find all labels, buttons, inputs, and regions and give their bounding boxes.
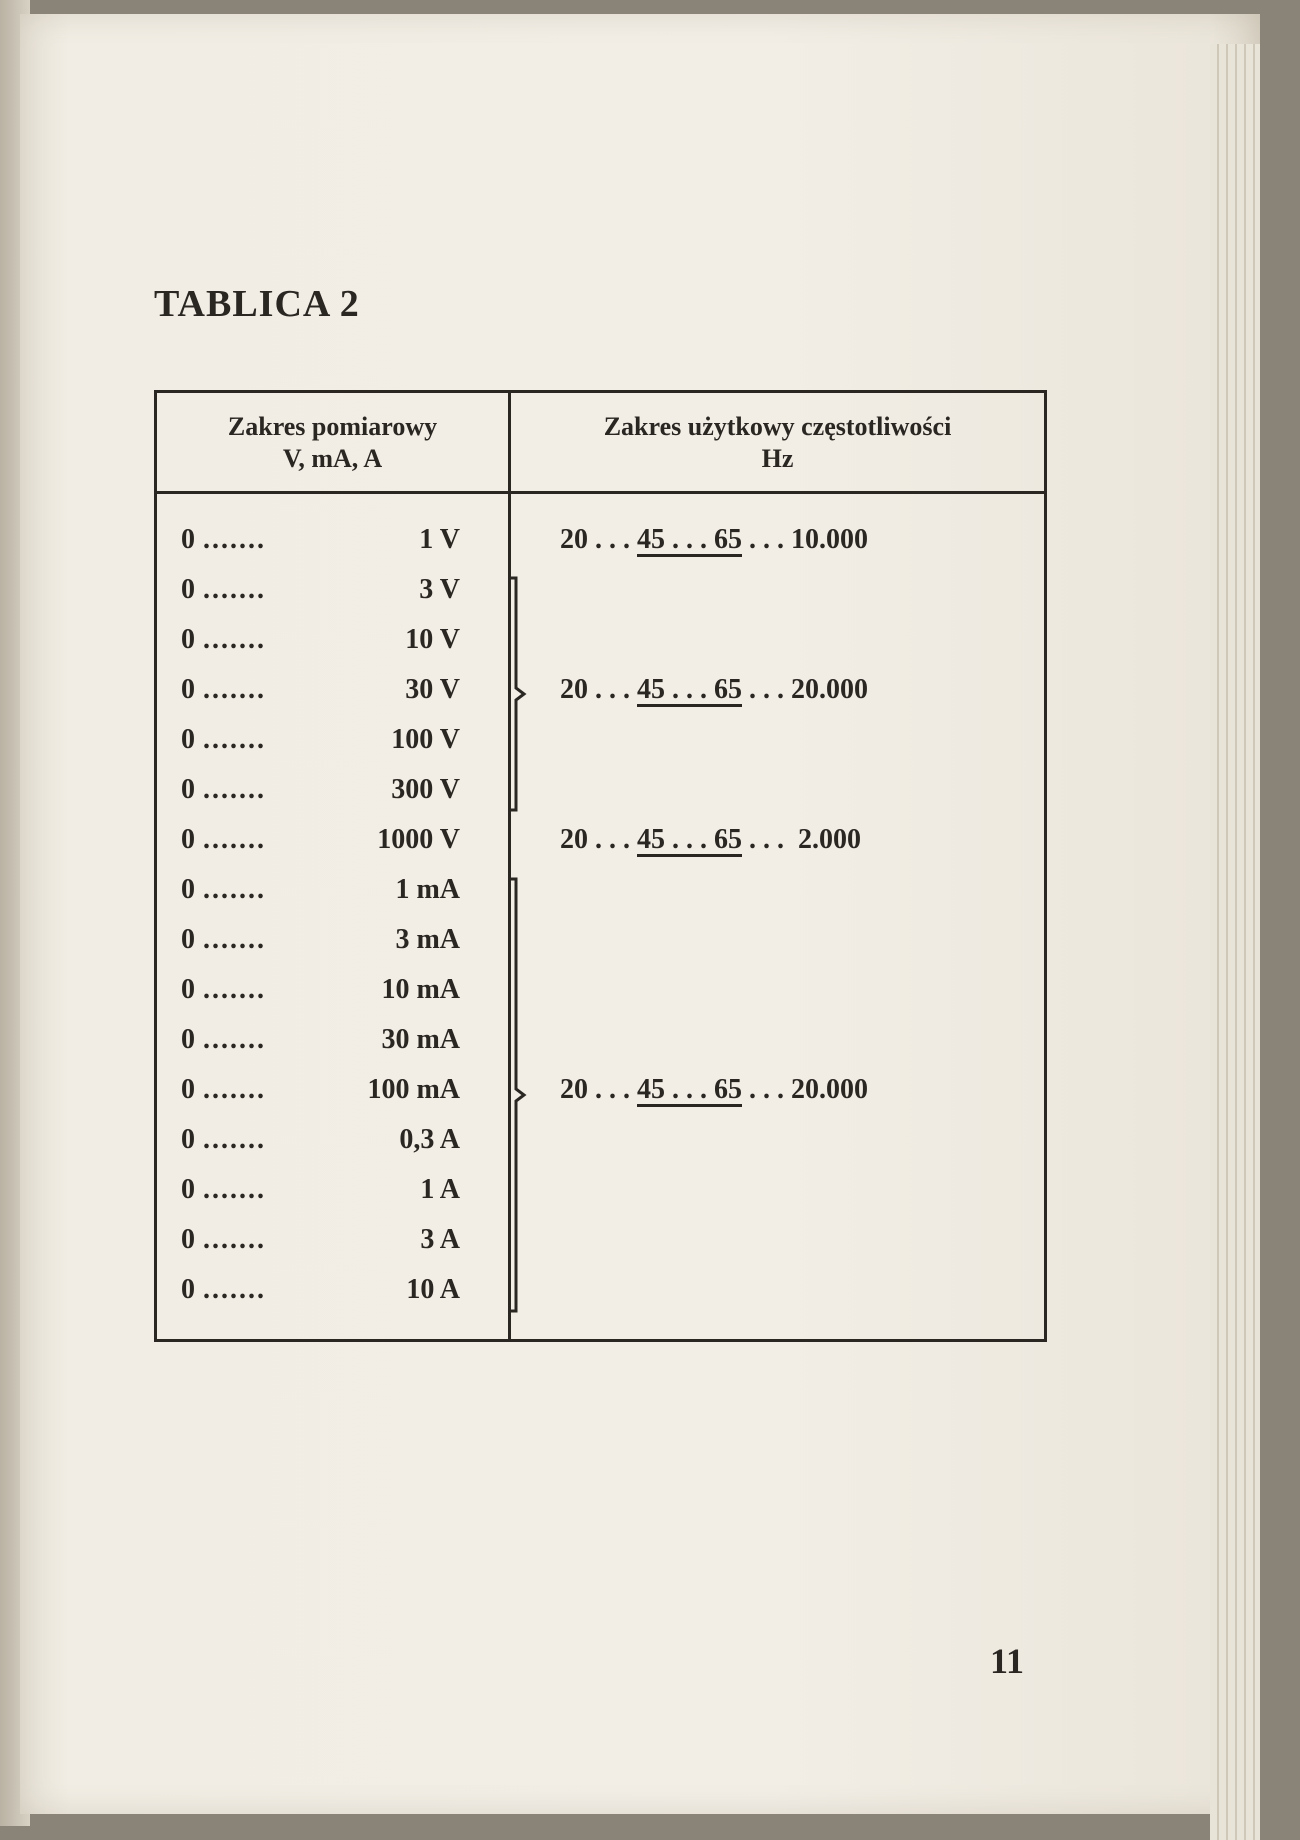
frequency-prefix: 20 . . . bbox=[560, 674, 637, 705]
table-row bbox=[157, 515, 508, 565]
leader-dots: ....... bbox=[203, 574, 266, 605]
header-measurement-range-title: Zakres pomiarowy bbox=[227, 412, 438, 441]
header-divider bbox=[157, 491, 1044, 494]
range-start: 0 bbox=[181, 1024, 195, 1055]
range-end: 300 V bbox=[391, 774, 460, 805]
leader-dots: ....... bbox=[203, 1274, 266, 1305]
leader-dots: ....... bbox=[203, 1124, 266, 1155]
frequency-suffix: . . . 10.000 bbox=[742, 524, 868, 555]
table-row bbox=[157, 765, 508, 815]
range-start: 0 bbox=[181, 724, 195, 755]
range-start: 0 bbox=[181, 1124, 195, 1155]
frequency-prefix: 20 . . . bbox=[560, 824, 637, 855]
frequency-nominal-range: 45 . . . 65 bbox=[637, 824, 742, 855]
leader-dots: ....... bbox=[203, 624, 266, 655]
range-start: 0 bbox=[181, 974, 195, 1005]
range-end: 1 V bbox=[419, 524, 460, 555]
frequency-range bbox=[560, 1065, 1000, 1115]
leader-dots: ....... bbox=[203, 674, 266, 705]
leader-dots: ....... bbox=[203, 1224, 266, 1255]
frequency-nominal-range: 45 . . . 65 bbox=[637, 1074, 742, 1105]
leader-dots: ....... bbox=[203, 1074, 266, 1105]
range-start: 0 bbox=[181, 1274, 195, 1305]
range-start: 0 bbox=[181, 674, 195, 705]
leader-dots: ....... bbox=[203, 824, 266, 855]
frequency-suffix: . . . 20.000 bbox=[742, 674, 868, 705]
table-row bbox=[157, 1165, 508, 1215]
range-start: 0 bbox=[181, 1074, 195, 1105]
frequency-range bbox=[560, 815, 1000, 865]
table-row bbox=[157, 615, 508, 665]
range-end: 1000 V bbox=[377, 824, 460, 855]
table-row bbox=[157, 915, 508, 965]
table-row bbox=[157, 865, 508, 915]
range-end: 3 A bbox=[420, 1224, 460, 1255]
frequency-prefix: 20 . . . bbox=[560, 524, 637, 555]
table-row bbox=[157, 965, 508, 1015]
leader-dots: ....... bbox=[203, 1024, 266, 1055]
range-end: 30 mA bbox=[381, 1024, 460, 1055]
range-end: 1 A bbox=[420, 1174, 460, 1205]
table-row bbox=[157, 815, 508, 865]
frequency-suffix: . . . 2.000 bbox=[742, 824, 861, 855]
frequency-nominal-range: 45 . . . 65 bbox=[637, 524, 742, 555]
page-stack-edge bbox=[1210, 44, 1260, 1840]
range-end: 100 V bbox=[391, 724, 460, 755]
brace-current-group bbox=[506, 877, 530, 1313]
frequency-range bbox=[560, 665, 1000, 715]
range-end: 100 mA bbox=[367, 1074, 460, 1105]
range-start: 0 bbox=[181, 574, 195, 605]
range-end: 30 V bbox=[405, 674, 460, 705]
range-start: 0 bbox=[181, 1174, 195, 1205]
range-start: 0 bbox=[181, 924, 195, 955]
header-frequency-range bbox=[511, 411, 1044, 475]
range-end: 3 mA bbox=[395, 924, 460, 955]
range-start: 0 bbox=[181, 874, 195, 905]
range-start: 0 bbox=[181, 624, 195, 655]
table-row bbox=[157, 1115, 508, 1165]
range-end: 3 V bbox=[419, 574, 460, 605]
leader-dots: ....... bbox=[203, 774, 266, 805]
table-row bbox=[157, 665, 508, 715]
frequency-nominal-range: 45 . . . 65 bbox=[637, 674, 742, 705]
range-end: 10 A bbox=[406, 1274, 460, 1305]
range-end: 10 V bbox=[405, 624, 460, 655]
table-row bbox=[157, 715, 508, 765]
range-start: 0 bbox=[181, 824, 195, 855]
leader-dots: ....... bbox=[203, 724, 266, 755]
frequency-range-table bbox=[154, 390, 1047, 1342]
range-end: 10 mA bbox=[381, 974, 460, 1005]
table-row bbox=[157, 1265, 508, 1315]
header-frequency-range-title: Zakres użytkowy częstotliwości bbox=[603, 412, 952, 441]
header-frequency-range-units: Hz bbox=[761, 444, 794, 473]
leader-dots: ....... bbox=[203, 1174, 266, 1205]
brace-volt-group bbox=[506, 576, 530, 812]
table-heading: TABLICA 2 bbox=[154, 283, 360, 325]
frequency-range bbox=[560, 515, 1000, 565]
range-start: 0 bbox=[181, 524, 195, 555]
range-start: 0 bbox=[181, 774, 195, 805]
frequency-prefix: 20 . . . bbox=[560, 1074, 637, 1105]
header-measurement-range-units: V, mA, A bbox=[282, 444, 383, 473]
page-number: 11 bbox=[990, 1641, 1025, 1681]
table-row bbox=[157, 1015, 508, 1065]
header-measurement-range bbox=[157, 411, 508, 475]
leader-dots: ....... bbox=[203, 924, 266, 955]
table-row bbox=[157, 1065, 508, 1115]
range-end: 0,3 A bbox=[399, 1124, 460, 1155]
range-end: 1 mA bbox=[395, 874, 460, 905]
leader-dots: ....... bbox=[203, 974, 266, 1005]
frequency-suffix: . . . 20.000 bbox=[742, 1074, 868, 1105]
leader-dots: ....... bbox=[203, 524, 266, 555]
table-row bbox=[157, 565, 508, 615]
range-start: 0 bbox=[181, 1224, 195, 1255]
table-row bbox=[157, 1215, 508, 1265]
leader-dots: ....... bbox=[203, 874, 266, 905]
